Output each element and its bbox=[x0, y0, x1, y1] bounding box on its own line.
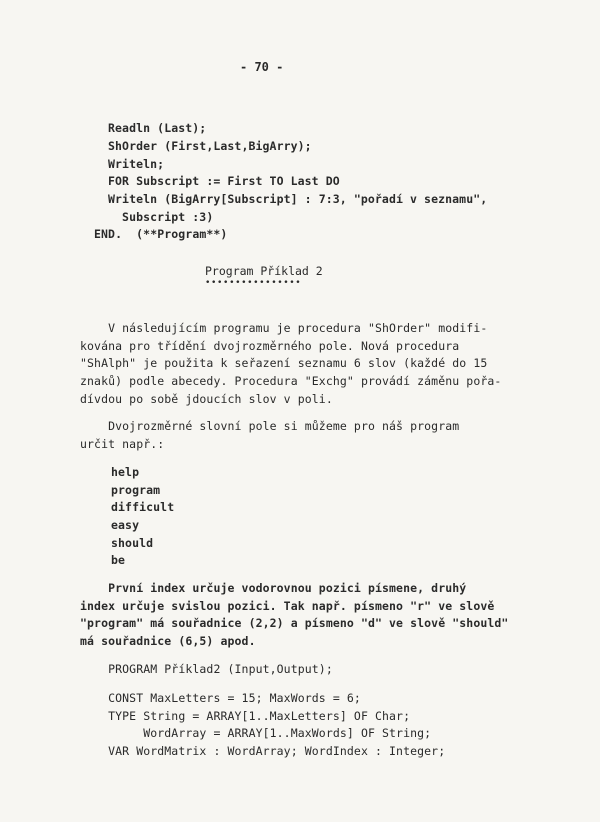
paragraph-line: "program" má souřadnice (2,2) a písmeno "d" ve slově "should" bbox=[80, 616, 509, 630]
code-line: ShOrder (First,Last,BigArry); bbox=[108, 139, 312, 153]
section-heading: Program Příklad 2 bbox=[205, 264, 323, 278]
paragraph-line: dívdou po sobě jdoucích slov v poli. bbox=[80, 392, 333, 406]
paragraph-line: Dvojrozměrné slovní pole si můžeme pro náš program bbox=[80, 419, 460, 433]
word-list-item: be bbox=[111, 553, 126, 567]
word-list-item: program bbox=[111, 483, 161, 497]
page-number: - 70 - bbox=[240, 60, 284, 74]
code-line: WordArray = ARRAY[1..MaxWords] OF String; bbox=[80, 726, 432, 740]
code-line: END. (**Program**) bbox=[94, 227, 228, 241]
code-line: Writeln; bbox=[108, 157, 165, 171]
word-list-item: difficult bbox=[111, 500, 175, 514]
code-line: TYPE String = ARRAY[1..MaxLetters] OF Char; bbox=[80, 709, 411, 723]
paragraph-line: V následujícím programu je procedura "ShOrder" modifi- bbox=[80, 321, 488, 335]
code-line: FOR Subscript := First TO Last DO bbox=[108, 174, 340, 188]
code-line: PROGRAM Příklad2 (Input,Output); bbox=[80, 662, 333, 676]
paragraph-line: "ShAlph" je použita k seřazení seznamu 6 slov (každé do 15 bbox=[80, 356, 488, 370]
word-list-item: help bbox=[111, 465, 140, 479]
word-list-item: easy bbox=[111, 518, 140, 532]
paragraph-line: index určuje svislou pozici. Tak např. písmeno "r" ve slově bbox=[80, 599, 495, 613]
code-line: Subscript :3) bbox=[108, 210, 214, 224]
paragraph-line: znaků) podle abecedy. Procedura "Exchg" provádí záměnu pořa- bbox=[80, 374, 502, 388]
word-list-item: should bbox=[111, 536, 154, 550]
paragraph-line: První index určuje vodorovnou pozici písmene, druhý bbox=[80, 581, 467, 595]
paragraph-line: má souřadnice (6,5) apod. bbox=[80, 634, 256, 648]
code-line: VAR WordMatrix : WordArray; WordIndex : Integer; bbox=[80, 744, 446, 758]
heading-underline: •••••••••••••••• bbox=[205, 278, 302, 288]
code-line: Writeln (BigArry[Subscript] : 7:3, "pořadí v seznamu", bbox=[108, 192, 488, 206]
code-line: CONST MaxLetters = 15; MaxWords = 6; bbox=[80, 691, 361, 705]
bleed-through-text bbox=[262, 40, 274, 51]
paragraph-line: určit např.: bbox=[80, 437, 165, 451]
paragraph-line: kována pro třídění dvojrozměrného pole. Nová procedura bbox=[80, 339, 460, 353]
code-line: Readln (Last); bbox=[108, 121, 207, 135]
